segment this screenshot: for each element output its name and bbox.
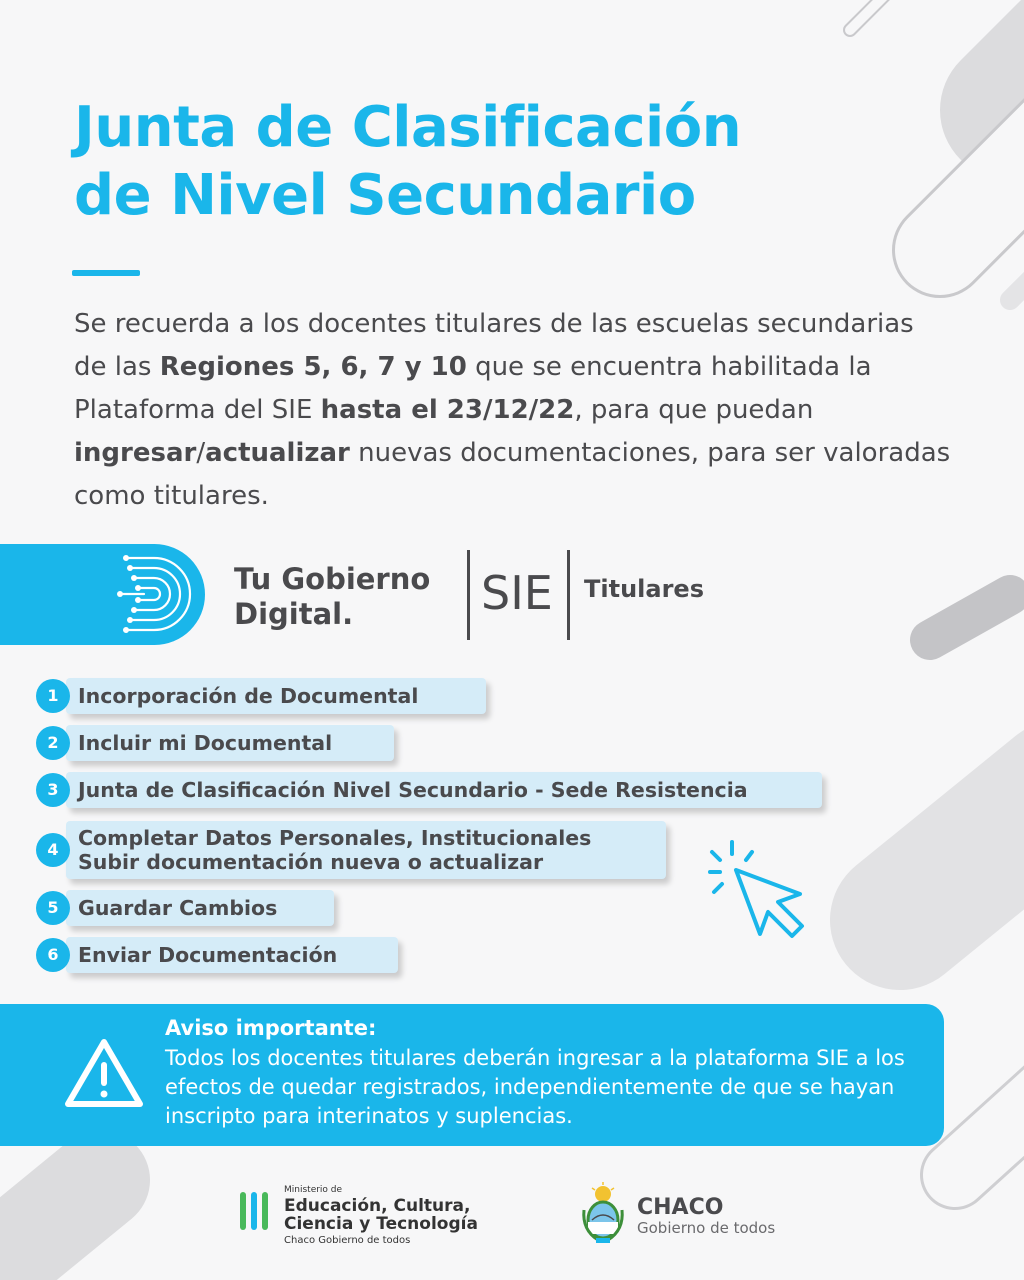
intro-text-2: que se encuentra habilitada la Plataforma del SIE [74, 352, 872, 425]
step-label: Enviar Documentación [78, 943, 338, 967]
digital-d-circuit-icon [116, 550, 196, 640]
step-number: 1 [36, 679, 70, 713]
step-label: Guardar Cambios [78, 896, 278, 920]
notice-title: Aviso importante: [165, 1016, 377, 1040]
ministry-name [284, 1197, 478, 1233]
chaco-subtitle: Gobierno de todos [637, 1219, 776, 1237]
chaco-coat-of-arms-icon [578, 1180, 628, 1246]
intro-bold-ingresar: ingresar [74, 438, 197, 468]
warning-triangle-icon [62, 1036, 146, 1112]
step-number: 4 [36, 833, 70, 867]
step-label [78, 826, 592, 874]
step-label-line-2: Subir documentación nueva o actualizar [78, 850, 544, 874]
intro-bold-regions: Regiones 5, 6, 7 y 10 [159, 352, 467, 382]
step-label: Incluir mi Documental [78, 731, 333, 755]
step-label: Junta de Clasificación Nivel Secundario - Sede Resistencia [78, 778, 748, 802]
intro-bold-date: hasta el 23/12/22 [320, 395, 575, 425]
step-number: 6 [36, 938, 70, 972]
ministry-bars-icon [238, 1186, 274, 1232]
brand-name [234, 562, 430, 632]
intro-text-3: , para que puedan [574, 395, 814, 425]
intro-text-4: / [196, 438, 206, 468]
ministry-line-2: Ciencia y Tecnología [284, 1214, 478, 1234]
intro-bold-actualizar: actualizar [205, 438, 350, 468]
step-number: 2 [36, 726, 70, 760]
ministry-small: Ministerio de [284, 1185, 343, 1195]
ministry-footer-text: Chaco Gobierno de todos [284, 1235, 411, 1246]
intro-paragraph [74, 303, 954, 518]
click-cursor-icon [700, 836, 810, 946]
step-label: Incorporación de Documental [78, 684, 419, 708]
ministry-line-1: Educación, Cultura, [284, 1196, 471, 1216]
brand-line-1: Tu Gobierno [234, 562, 431, 596]
notice-body: Todos los docentes titulares deberán ingresar a la plataforma SIE a los efectos de quedar registrados, independientemente de que se hayan inscripto para interinatos y suplencias. [165, 1046, 905, 1128]
step-number: 5 [36, 891, 70, 925]
intro-text-1: Se recuerda a los docentes titulares de las escuelas secundarias de las [74, 309, 914, 382]
chaco-name: CHACO [637, 1195, 724, 1220]
sie-label: SIE [481, 566, 553, 620]
step-label-line-1: Completar Datos Personales, Institucionales [78, 826, 592, 850]
page-title [74, 94, 954, 230]
brand-line-2: Digital. [234, 597, 354, 631]
intro-text-5: nuevas documentaciones, para ser valoradas como titulares. [74, 438, 951, 511]
brand-divider-2 [567, 550, 570, 640]
brand-divider-1 [467, 550, 470, 640]
title-line-1: Junta de Clasificación [74, 95, 742, 160]
step-number: 3 [36, 773, 70, 807]
title-line-2: de Nivel Secundario [74, 163, 696, 228]
title-underline [72, 270, 140, 276]
titulares-label: Titulares [584, 575, 704, 603]
